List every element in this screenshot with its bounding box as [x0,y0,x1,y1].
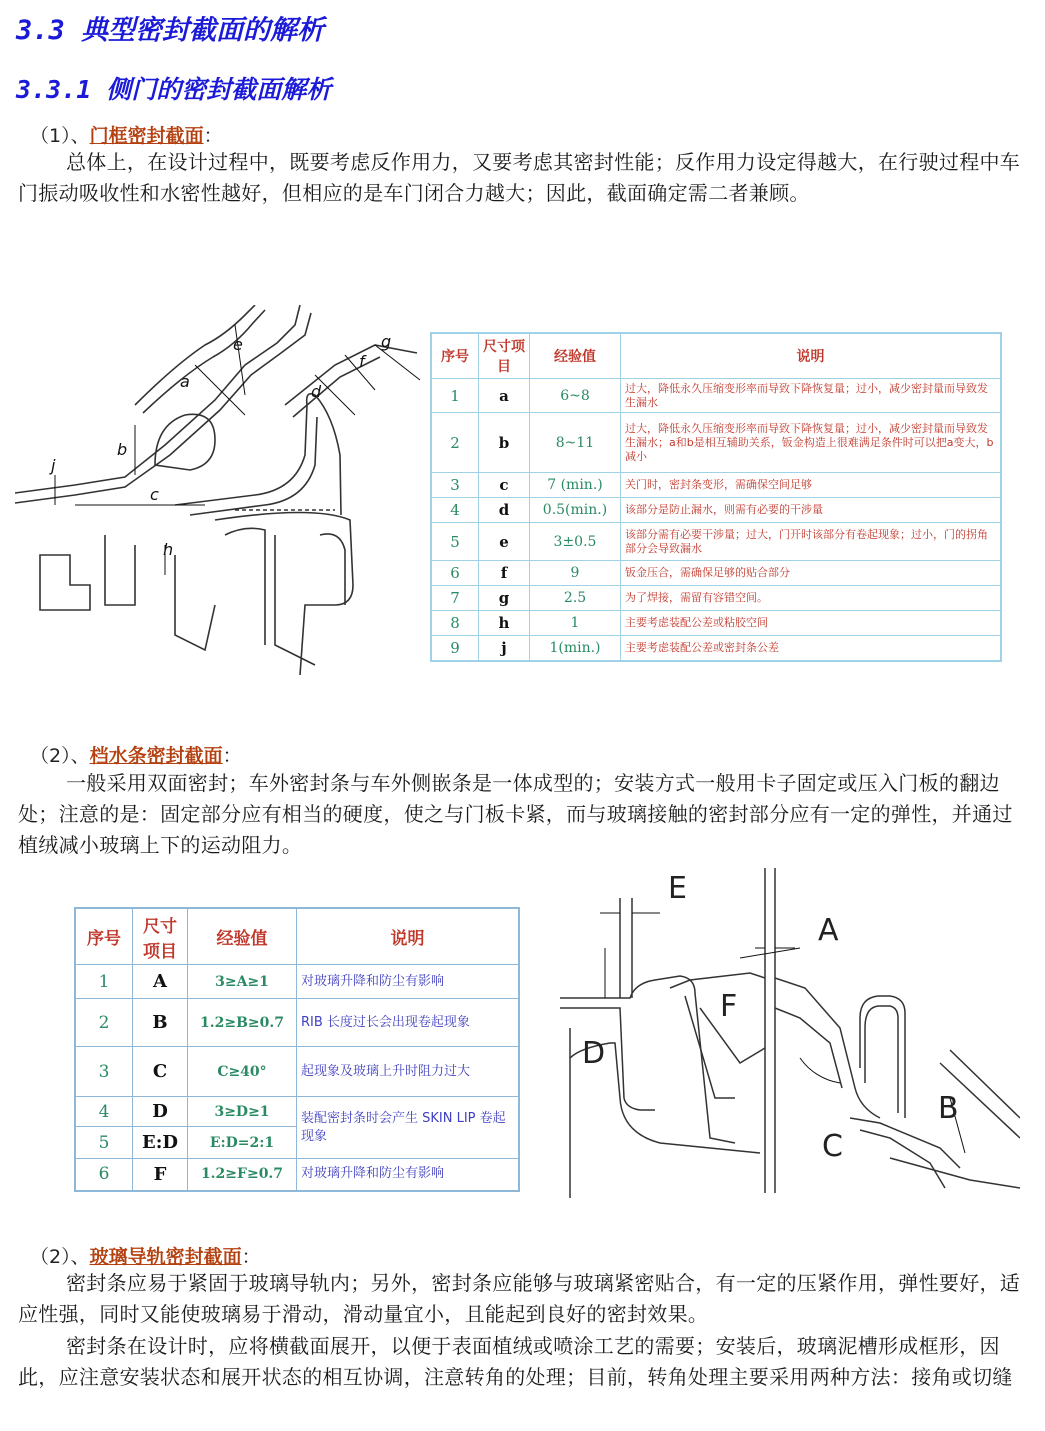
door-frame-seal-text: 总体上，在设计过程中，既要考虑反作用力，又要考虑其密封性能；反作用力设定得越大，在行驶过程中车门振动吸收性和水密性越好，但相应的是车门闭合力越大；因此，截面确定需二者兼顾。 [18,150,1021,205]
header-item: 尺寸项目 [479,333,530,379]
table-row: 6 f 9 钣金压合，需确保足够的贴合部分 [431,561,1001,586]
table-row: 7 g 2.5 为了焊接，需留有容错空间。 [431,586,1001,611]
label-A: A [818,913,839,948]
label-F: F [720,989,738,1024]
table-row: 4 D 3≥D≥1 装配密封条时会产生 SKIN LIP 卷起现象 [75,1097,519,1127]
label-d: d [311,382,322,401]
table-row: 4 d 0.5(min.) 该部分是防止漏水，则需有必要的干涉量 [431,498,1001,523]
section-heading: 3.3 典型密封截面的解析 [16,15,325,46]
header-desc: 说明 [621,333,1002,379]
label-g: g [381,332,392,351]
header-no: 序号 [75,908,133,965]
label-j: j [51,456,56,475]
water-strip-seal-text: 一般采用双面密封；车外密封条与车外侧嵌条是一体成型的；安装方式一般用卡子固定或压入门板的翻边处；注意的是：固定部分应有相当的硬度，使之与门板卡紧，而与玻璃接触的密封部分应有一定的弹性，并通过植绒减小玻璃上下的运动阻力。 [18,771,1013,857]
door-frame-seal-title: （1）、门框密封截面： [30,125,223,147]
door-frame-seal-table [430,332,1002,662]
table-row: 3 C C≥40° 起现象及玻璃上升时阻力过大 [75,1047,519,1097]
table-row: 3 c 7 (min.) 关门时，密封条变形，需确保空间足够 [431,473,1001,498]
label-E: E [668,871,687,906]
label-f: f [359,352,365,371]
header-desc: 说明 [297,908,520,965]
table-row: 1 a 6~8 过大，降低永久压缩变形率而导致下降恢复量；过小，减少密封量而导致发生漏水 [431,379,1001,413]
water-strip-seal-title: （2）、档水条密封截面： [30,745,242,767]
label-h: h [163,540,174,559]
label-b: b [117,440,128,459]
water-strip-seal-diagram [560,868,1020,1203]
label-C: C [822,1129,843,1164]
glass-guide-seal-text: 密封条应易于紧固于玻璃导轨内；另外，密封条应能够与玻璃紧密贴合，有一定的压紧作用，弹性要好，适应性强，同时又能使玻璃易于滑动，滑动量宜小，且能起到良好的密封效果。 [18,1271,1021,1326]
header-value: 经验值 [530,333,621,379]
label-D: D [582,1036,606,1071]
door-frame-seal-diagram [15,305,427,675]
table-row: 2 b 8~11 过大，降低永久压缩变形率而导致下降恢复量；过小，减少密封量而导致发生漏水；a和b是相互辅助关系，钣金构造上很难满足条件时可以把a变大，b减小 [431,413,1001,473]
table-row: 2 B 1.2≥B≥0.7 RIB 长度过长会出现卷起现象 [75,999,519,1047]
table-row: 1 A 3≥A≥1 对玻璃升降和防尘有影响 [75,965,519,999]
table-row: 5 E:D E:D=2:1 [75,1127,519,1159]
header-no: 序号 [431,333,479,379]
glass-guide-seal-text-2: 密封条在设计时，应将横截面展开，以便于表面植绒或喷涂工艺的需要；安装后，玻璃泥槽形成框形，因此，应注意安装状态和展开状态的相互协调，注意转角的处理；目前，转角处理主要采用两种方法：接角或切缝 [18,1334,1013,1389]
table-header-row [75,908,519,965]
label-a: a [180,372,190,391]
header-value: 经验值 [188,908,297,965]
table-row: 8 h 1 主要考虑装配公差或粘胶空间 [431,611,1001,636]
glass-guide-seal-title: （2）、玻璃导轨密封截面： [30,1246,261,1268]
water-strip-seal-table [74,907,520,1192]
table-header-row [431,333,1001,379]
table-row: 5 e 3±0.5 该部分需有必要干涉量；过大，门开时该部分有卷起现象；过小，门的拐角部分会导致漏水 [431,523,1001,561]
label-e: e [233,335,243,354]
table-row: 9 j 1(min.) 主要考虑装配公差或密封条公差 [431,636,1001,662]
subsection-heading: 3.3.1 侧门的密封截面解析 [16,75,332,104]
label-c: c [150,485,159,504]
label-B: B [938,1091,959,1126]
table-row: 6 F 1.2≥F≥0.7 对玻璃升降和防尘有影响 [75,1159,519,1191]
header-item: 尺寸项目 [133,908,188,965]
